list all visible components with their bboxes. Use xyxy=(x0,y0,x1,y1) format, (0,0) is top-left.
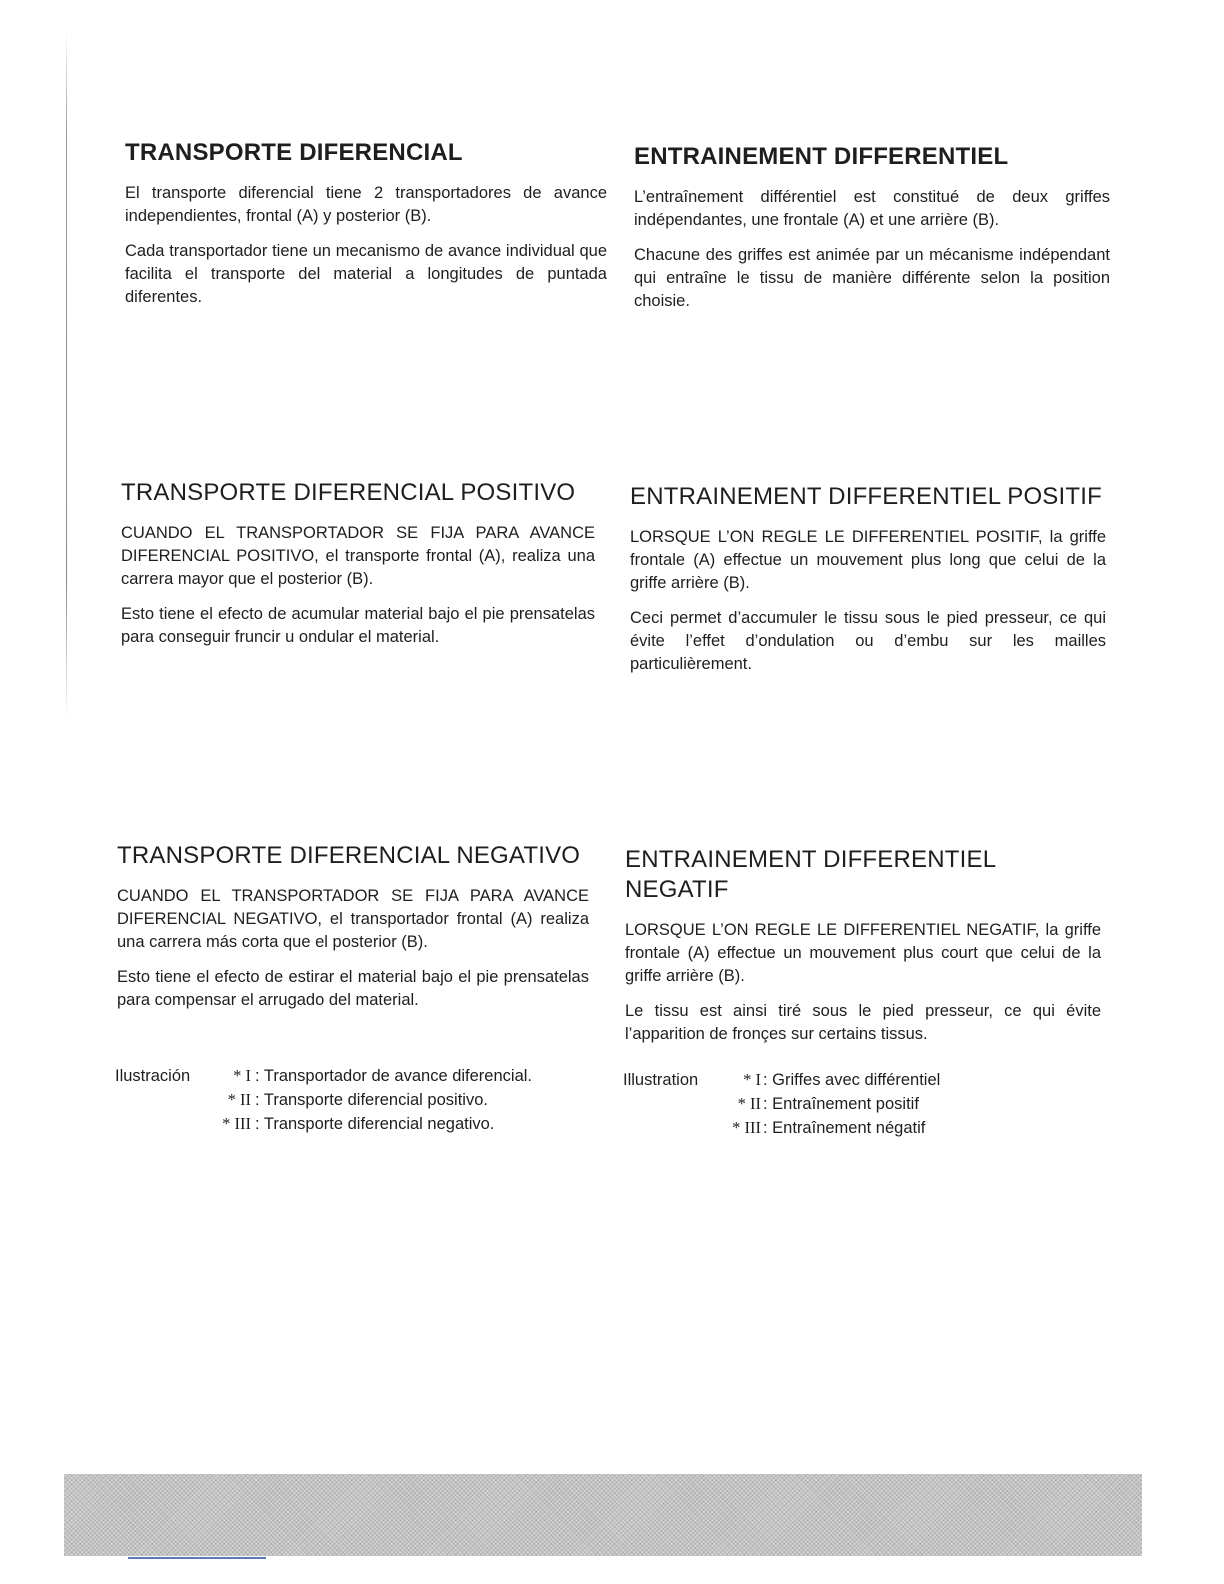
section-title: TRANSPORTE DIFERENCIAL xyxy=(125,139,463,166)
legend-number: * II xyxy=(227,1090,251,1109)
legend-text: : Griffes avec différentiel xyxy=(763,1071,941,1089)
legend-row xyxy=(211,1088,585,1112)
section-differential-fr xyxy=(634,142,1110,325)
paragraph: El transporte diferencial tiene 2 transportadores de avance independientes, frontal (A) y posterior (B). xyxy=(125,184,607,225)
footer-blue-mark xyxy=(128,1557,266,1559)
paragraph: Chacune des griffes est animée par un mécanisme indépendant qui entraîne le tissu de manière différente selon la position choisie. xyxy=(634,246,1110,310)
paragraph: Esto tiene el efecto de acumular material bajo el pie prensatelas para conseguir fruncir u ondular el material. xyxy=(121,605,595,646)
paragraph: Ceci permet d’accumuler le tissu sous le pied presseur, ce qui évite l’effet d’ondulation ou d’embu sur les mailles particulièrement. xyxy=(630,609,1106,673)
section-negative-es xyxy=(117,841,589,1024)
section-differential-es xyxy=(125,138,607,321)
legend-text: : Entraînement positif xyxy=(763,1095,919,1113)
section-negative-fr xyxy=(625,845,1101,1058)
legend-text: : Transportador de avance diferencial. xyxy=(255,1067,532,1085)
paragraph: Esto tiene el efecto de estirar el material bajo el pie prensatelas para compensar el arrugado del material. xyxy=(117,968,589,1009)
paragraph: CUANDO EL TRANSPORTADOR SE FIJA PARA AVANCE DIFERENCIAL NEGATIVO, el transportador frontal (A) realiza una carrera más corta que el posterior (B). xyxy=(117,887,589,951)
legend-number: * III xyxy=(222,1114,251,1133)
legend-text: : Transporte diferencial negativo. xyxy=(255,1115,495,1133)
scan-edge-line xyxy=(66,30,67,720)
footer-halftone-band xyxy=(64,1474,1142,1556)
section-positive-fr xyxy=(630,482,1106,688)
paragraph: LORSQUE L’ON REGLE LE DIFFERENTIEL POSITIF, la griffe frontale (A) effectue un mouvement plus long que celui de la griffe arrière (B). xyxy=(630,528,1106,592)
legend-number: * I xyxy=(743,1070,761,1089)
paragraph: CUANDO EL TRANSPORTADOR SE FIJA PARA AVANCE DIFERENCIAL POSITIVO, el transporte frontal (A), realiza una carrera mayor que el posterior (B). xyxy=(121,524,595,588)
paragraph: LORSQUE L’ON REGLE LE DIFFERENTIEL NEGATIF, la griffe frontale (A) effectue un mouvement plus court que celui de la griffe arrière (B). xyxy=(625,921,1101,985)
illustration-label: Illustration xyxy=(623,1071,699,1089)
legend-row xyxy=(211,1064,585,1088)
illustration-label: Ilustración xyxy=(115,1067,191,1085)
legend-number: * I xyxy=(233,1066,251,1085)
section-title: ENTRAINEMENT DIFFERENTIEL xyxy=(634,143,1009,170)
legend-text: : Transporte diferencial positivo. xyxy=(255,1091,488,1109)
section-positive-es xyxy=(121,478,595,661)
legend-row xyxy=(211,1112,585,1136)
section-title: TRANSPORTE DIFERENCIAL POSITIVO xyxy=(121,479,576,506)
legend-row xyxy=(721,1068,1093,1092)
section-title: TRANSPORTE DIFERENCIAL NEGATIVO xyxy=(117,842,581,869)
legend-text: : Entraînement négatif xyxy=(763,1119,926,1137)
paragraph: L’entraînement différentiel est constitué de deux griffes indépendantes, une frontale (A) et une arrière (B). xyxy=(634,188,1110,229)
illustration-legend-fr xyxy=(623,1068,1093,1140)
legend-row xyxy=(721,1116,1093,1140)
legend-row xyxy=(721,1092,1093,1116)
legend-number: * II xyxy=(737,1094,761,1113)
section-title: ENTRAINEMENT DIFFERENTIEL POSITIF xyxy=(630,483,1102,510)
legend-number: * III xyxy=(732,1118,761,1137)
illustration-legend-es xyxy=(115,1064,585,1136)
paragraph: Cada transportador tiene un mecanismo de avance individual que facilita el transporte del material a longitudes de puntada diferentes. xyxy=(125,242,607,306)
section-title: ENTRAINEMENT DIFFERENTIEL NEGATIF xyxy=(625,846,996,903)
paragraph: Le tissu est ainsi tiré sous le pied presseur, ce qui évite l’apparition de fronçes sur certains tissus. xyxy=(625,1002,1101,1043)
